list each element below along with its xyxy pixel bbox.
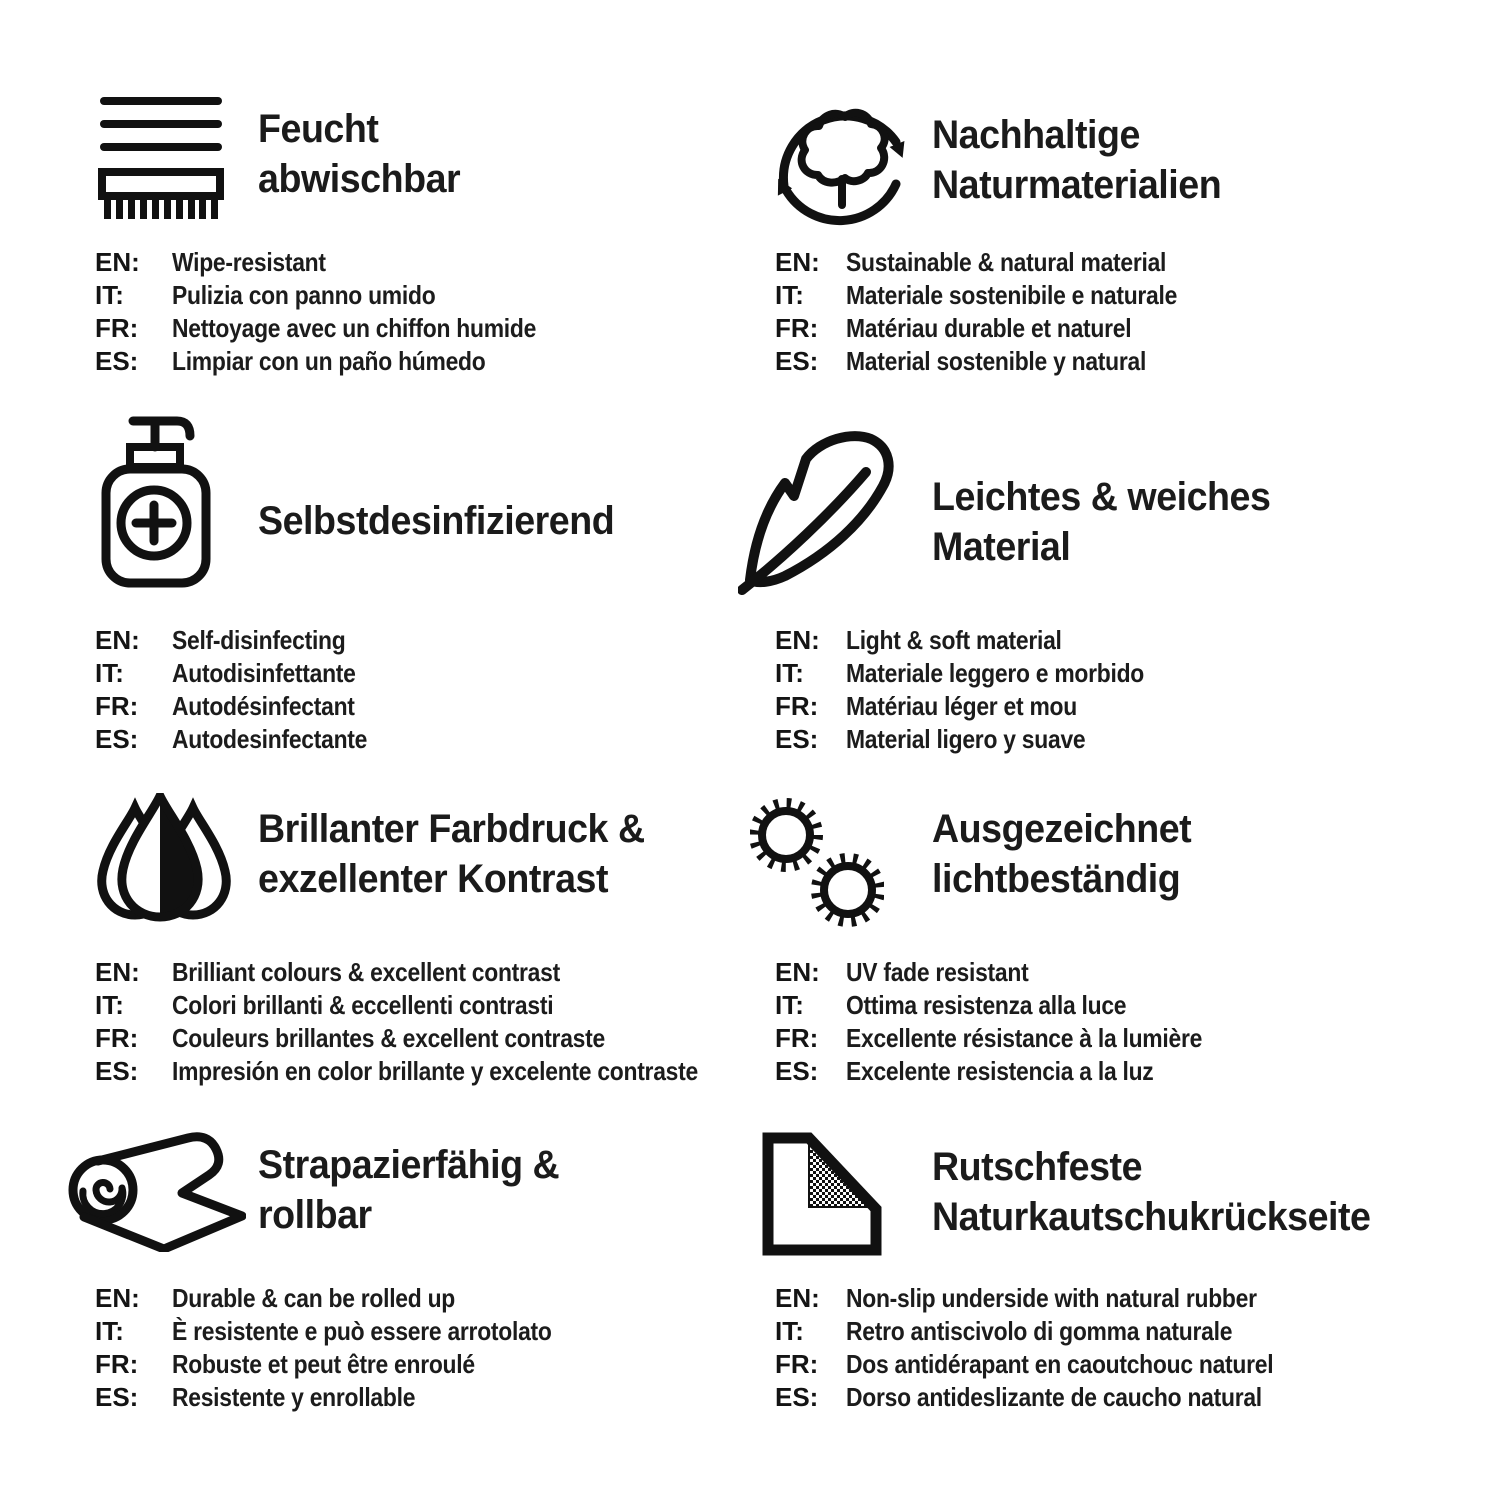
title-line: Naturkautschukrückseite [932,1195,1371,1239]
lang-text: Matériau léger et mou [846,691,1077,721]
lang-text: Dorso antideslizante de caucho natural [846,1382,1262,1412]
feature-title [932,1142,1398,1242]
lang-text: Pulizia con panno umido [172,280,436,310]
lang-text: Limpiar con un paño húmedo [172,346,486,376]
translation-row [775,723,1185,756]
translation-row [775,1315,1332,1348]
lang-label: FR: [775,1349,819,1379]
translation-row [95,723,394,756]
lang-label: EN: [95,625,140,655]
lang-text: Excellente résistance à la lumière [846,1023,1203,1053]
translation-row [95,657,394,690]
lang-label: FR: [95,1023,139,1053]
wipe-brush-icon [95,95,227,223]
lang-text: Excelente resistencia a la luz [846,1056,1154,1086]
feature-title [258,104,473,204]
translation-row [95,345,586,378]
lang-label: IT: [95,280,124,310]
lang-label: IT: [95,658,124,688]
lang-text: Non-slip underside with natural rubber [846,1283,1257,1313]
translation-row [775,1282,1332,1315]
translation-row [95,690,394,723]
lang-text: Materiale sostenibile e naturale [846,280,1178,310]
lang-label: EN: [95,1283,140,1313]
lang-label: EN: [775,1283,820,1313]
lang-label: FR: [775,691,819,721]
lang-text: Sustainable & natural material [846,247,1167,277]
translation-row [95,1282,603,1315]
translation-row [95,1348,603,1381]
translation-list [95,956,770,1088]
lang-text: Autodésinfectant [172,691,355,721]
translation-row [775,345,1222,378]
lang-label: EN: [95,247,140,277]
soap-dispenser-icon [100,413,212,589]
lang-label: ES: [95,346,139,376]
translation-list [775,1282,1332,1414]
lang-label: FR: [95,313,139,343]
feather-icon [738,430,900,595]
lang-label: ES: [95,1056,139,1086]
lang-text: Material sostenible y natural [846,346,1147,376]
lang-label: ES: [775,346,819,376]
title-line: lichtbeständig [932,857,1181,901]
lang-text: Wipe-resistant [172,247,326,277]
sun-gears-icon [750,798,884,928]
lang-text: Brilliant colours & excellent contrast [172,957,560,987]
lang-text: Nettoyage avec un chiffon humide [172,313,537,343]
translation-list [775,624,1185,756]
title-line: Selbstdesinfizierend [258,499,615,543]
translation-row [775,956,1251,989]
translation-list [95,1282,603,1414]
translation-row [775,1022,1251,1055]
lang-label: EN: [775,957,820,987]
lang-text: Autodesinfectante [172,724,368,754]
title-line: Material [932,525,1071,569]
lang-label: FR: [775,1023,819,1053]
lang-label: IT: [95,1316,124,1346]
lang-text: Colori brillanti & eccellenti contrasti [172,990,554,1020]
lang-text: Material ligero y suave [846,724,1086,754]
feature-title [258,496,637,596]
translation-row [775,624,1185,657]
title-line: Feucht [258,107,379,151]
lang-label: ES: [95,724,139,754]
translation-row [95,624,394,657]
lang-label: FR: [775,313,819,343]
lang-text: Light & soft material [846,625,1062,655]
lang-label: IT: [95,990,124,1020]
translation-list [95,624,394,756]
title-line: Rutschfeste [932,1145,1143,1189]
translation-row [95,1022,770,1055]
lang-label: IT: [775,280,804,310]
title-line: Strapazierfähig & [258,1143,560,1187]
lang-label: ES: [775,724,819,754]
lang-text: È resistente e può essere arrotolato [172,1316,552,1346]
feature-title [258,1140,578,1240]
title-line: exzellenter Kontrast [258,857,609,901]
translation-row [775,279,1222,312]
title-line: Brillanter Farbdruck & [258,807,645,851]
lang-label: EN: [775,625,820,655]
lang-text: Durable & can be rolled up [172,1283,456,1313]
title-line: abwischbar [258,157,461,201]
folded-corner-icon [762,1132,882,1256]
lang-text: Materiale leggero e morbido [846,658,1145,688]
lang-text: Self-disinfecting [172,625,346,655]
lang-text: Matériau durable et naturel [846,313,1132,343]
translation-row [775,1348,1332,1381]
lang-label: ES: [95,1382,139,1412]
translation-list [775,956,1251,1088]
title-line: Ausgezeichnet [932,807,1192,851]
rolled-mat-icon [68,1128,246,1252]
lang-label: FR: [95,691,139,721]
feature-title [258,804,669,904]
lang-text: Autodisinfettante [172,658,356,688]
water-drops-icon [93,793,241,923]
lang-label: IT: [775,658,804,688]
lang-label: ES: [775,1382,819,1412]
lang-text: Robuste et peut être enroulé [172,1349,475,1379]
feature-title [932,804,1208,904]
translation-list [95,246,586,378]
lang-label: ES: [775,1056,819,1086]
lang-label: EN: [95,957,140,987]
translation-row [95,956,770,989]
lang-text: Couleurs brillantes & excellent contraste [172,1023,605,1053]
lang-label: IT: [775,990,804,1020]
title-line: Nachhaltige [932,113,1140,157]
feature-title [932,110,1240,210]
lang-text: UV fade resistant [846,957,1029,987]
title-line: rollbar [258,1193,372,1237]
translation-row [775,312,1222,345]
translation-row [95,1315,603,1348]
translation-row [95,1055,770,1088]
translation-row [95,279,586,312]
translation-row [95,246,586,279]
title-line: Naturmaterialien [932,163,1222,207]
translation-row [775,989,1251,1022]
translation-row [775,1381,1332,1414]
lang-label: FR: [95,1349,139,1379]
lang-text: Retro antiscivolo di gomma naturale [846,1316,1233,1346]
translation-row [95,989,770,1022]
translation-row [95,1381,603,1414]
translation-row [775,1055,1251,1088]
feature-title [932,472,1292,572]
translation-list [775,246,1222,378]
translation-row [95,312,586,345]
lang-text: Impresión en color brillante y excelente contraste [172,1056,698,1086]
translation-row [775,657,1185,690]
lang-label: EN: [775,247,820,277]
translation-row [775,690,1185,723]
tree-recycle-icon [770,93,910,233]
translation-row [775,246,1222,279]
lang-text: Ottima resistenza alla luce [846,990,1127,1020]
title-line: Leichtes & weiches [932,475,1271,519]
lang-text: Resistente y enrollable [172,1382,416,1412]
lang-label: IT: [775,1316,804,1346]
lang-text: Dos antidérapant en caoutchouc naturel [846,1349,1274,1379]
